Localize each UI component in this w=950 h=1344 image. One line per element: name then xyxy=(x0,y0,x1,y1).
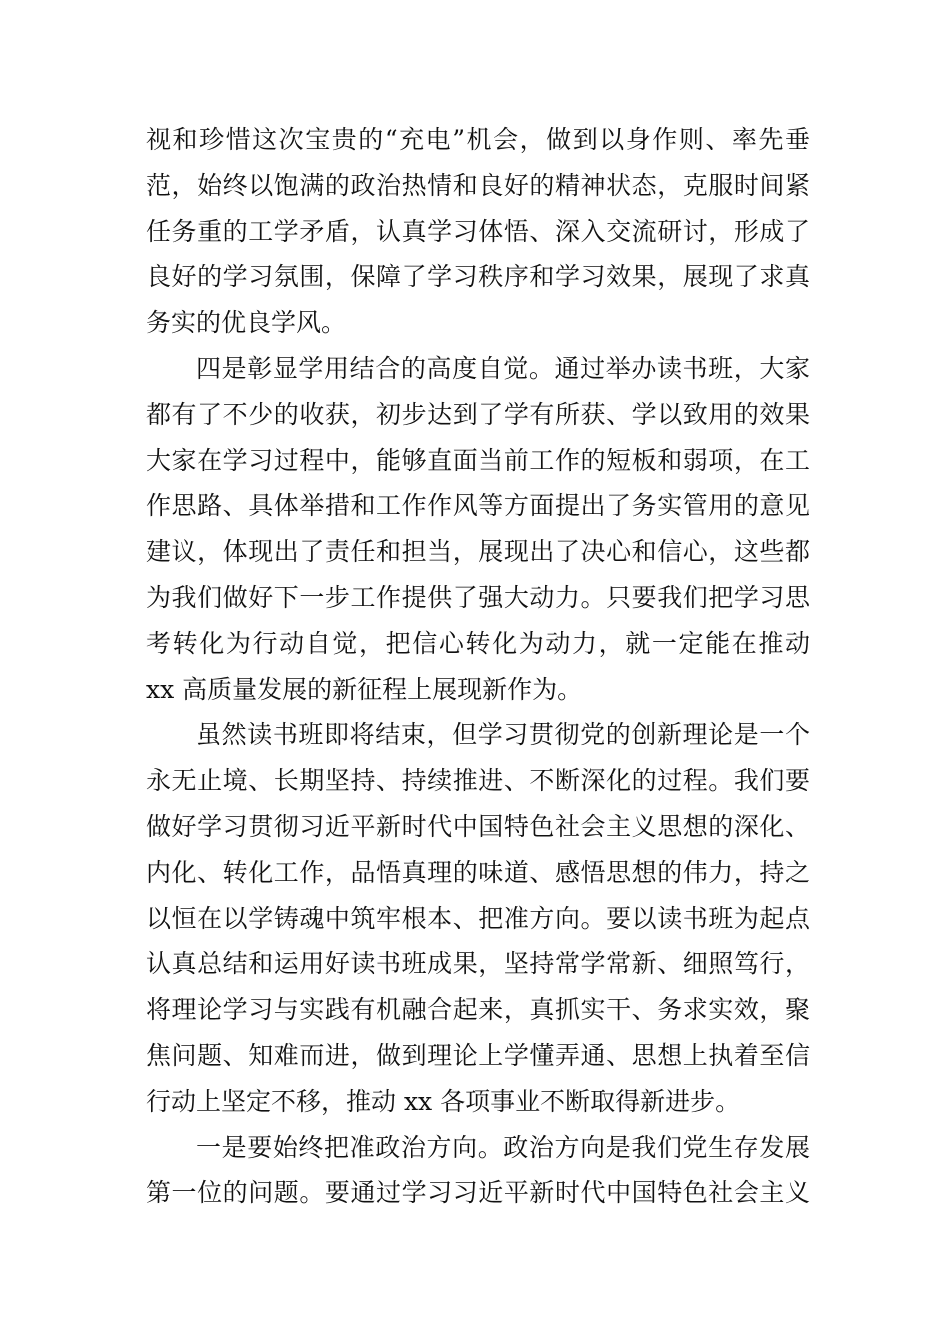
text-line: 范，始终以饱满的政治热情和良好的精神状态，克服时间紧 xyxy=(146,170,810,200)
text-line: 将理论学习与实践有机融合起来，真抓实干、务求实效，聚 xyxy=(146,995,810,1025)
text-line: 作思路、具体举措和工作作风等方面提出了务实管用的意见 xyxy=(146,491,810,521)
text-line: 以恒在以学铸魂中筑牢根本、把准方向。要以读书班为起点 xyxy=(146,903,810,933)
paragraph-start-line: 虽然读书班即将结束，但学习贯彻党的创新理论是一个 xyxy=(196,720,810,750)
document-body xyxy=(146,117,810,1216)
text-line: 务实的优良学风。 xyxy=(146,308,347,338)
text-line: 为我们做好下一步工作提供了强大动力。只要我们把学习思 xyxy=(146,582,810,612)
text-line: 永无止境、长期坚持、持续推进、不断深化的过程。我们要 xyxy=(146,766,810,796)
text-line: 任务重的工学矛盾，认真学习体悟、深入交流研讨，形成了 xyxy=(146,216,810,246)
paragraph-start-line: 四是彰显学用结合的高度自觉。通过举办读书班，大家 xyxy=(196,353,810,383)
text-line: 考转化为行动自觉，把信心转化为动力，就一定能在推动 xyxy=(146,628,810,658)
text-line: 内化、转化工作，品悟真理的味道、感悟思想的伟力，持之 xyxy=(146,857,810,887)
text-line: 视和珍惜这次宝贵的“充电”机会，做到以身作则、率先垂 xyxy=(146,125,810,154)
text-line: 做好学习贯彻习近平新时代中国特色社会主义思想的深化、 xyxy=(146,811,810,841)
text-line: 行动上坚定不移，推动 xx 各项事业不断取得新进步。 xyxy=(146,1086,741,1116)
text-line: 焦问题、知难而进，做到理论上学懂弄通、思想上执着至信 xyxy=(146,1040,810,1070)
text-line: 第一位的问题。要通过学习习近平新时代中国特色社会主义 xyxy=(146,1178,810,1208)
text-line: xx 高质量发展的新征程上展现新作为。 xyxy=(146,674,583,704)
text-line: 大家在学习过程中，能够直面当前工作的短板和弱项，在工 xyxy=(146,445,810,475)
text-line: 认真总结和运用好读书班成果，坚持常学常新、细照笃行， xyxy=(146,949,810,979)
paragraph-start-line: 一是要始终把准政治方向。政治方向是我们党生存发展 xyxy=(196,1132,810,1162)
text-line: 建议，体现出了责任和担当，展现出了决心和信心，这些都 xyxy=(146,537,810,567)
text-line: 良好的学习氛围，保障了学习秩序和学习效果，展现了求真 xyxy=(146,262,810,292)
text-line: 都有了不少的收获，初步达到了学有所获、学以致用的效果 xyxy=(146,399,810,429)
